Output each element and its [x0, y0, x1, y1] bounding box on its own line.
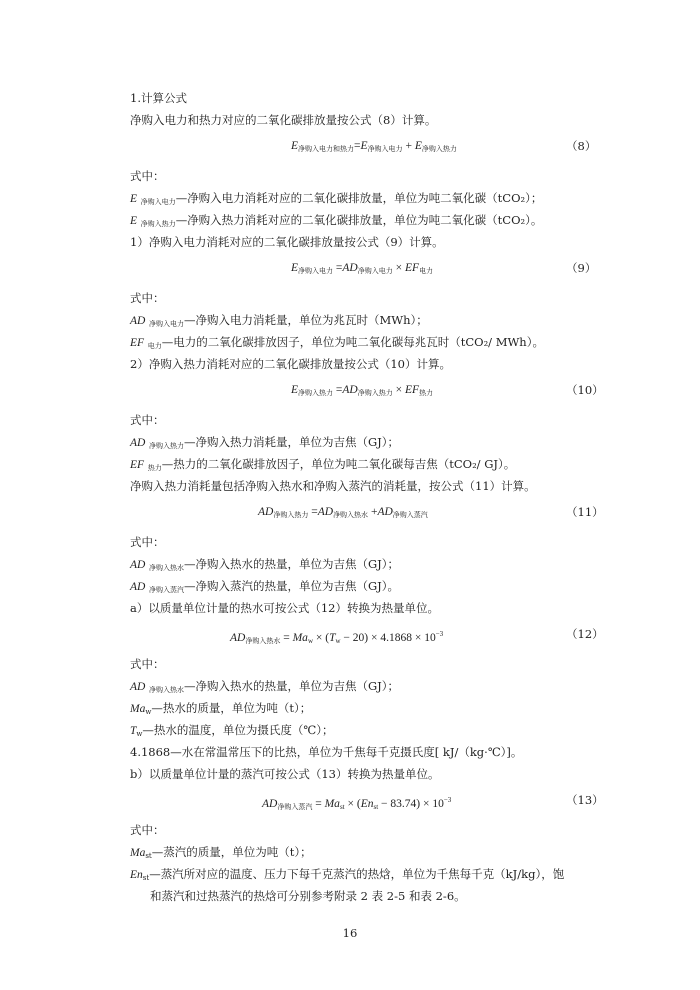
equation-8-number: （8）: [566, 139, 597, 153]
equation-13-number: （13）: [566, 793, 604, 807]
definition-e-power: E $_{净购入电力}$—净购入电力消耗对应的二氧化碳排放量，单位为吨二氧化碳（tCO₂）；: [130, 191, 543, 206]
definition-ef-power: EF $_{电力}$—电力的二氧化碳排放因子，单位为吨二氧化碳每兆瓦时（tCO₂/ MWh）。: [130, 335, 544, 350]
definition-t-w: $T_w—$热水的温度，单位为摄氏度（℃）；: [130, 723, 334, 738]
equation-10: $E_{净购入热力} =AD_{净购入热力} \times EF_{热力}$: [291, 384, 434, 397]
definition-ef-heat: EF $_{热力}$—热力的二氧化碳排放因子，单位为吨二氧化碳每吉焦（tCO₂/ GJ）。: [130, 457, 516, 472]
equation-11-number: （11）: [566, 505, 604, 519]
intro-paragraph: 净购入电力和热力对应的二氧化碳排放量按公式（8）计算。: [130, 113, 437, 127]
where-label: 式中：: [130, 291, 165, 305]
where-label: 式中：: [130, 413, 165, 427]
definition-en-st-continued: 和蒸汽和过热蒸汽的热焓可分别参考附录 2 表 2-5 和表 2-6。: [150, 889, 466, 903]
equation-12-number: （12）: [566, 627, 604, 641]
definition-en-st: $En_{st}—$蒸汽所对应的温度、压力下每千克蒸汽的热焓，单位为千焦每千克（kJ/kg），饱: [130, 867, 565, 882]
equation-12: $AD_{净购入热水} = Ma_w \times (T_w - 20) \times 4.1868 \times 10^{-3}$: [230, 630, 444, 645]
definition-ad-heat: AD $_{净购入热力}$—净购入热力消耗量，单位为吉焦（GJ）；: [130, 435, 400, 450]
equation-13: $AD_{净购入蒸汽} = Ma_{st} \times (En_{st} - 83.74) \times 10^{-3}$: [262, 796, 452, 811]
equation-9: $E_{净购入电力} =AD_{净购入电力} \times EF_{电力}$: [291, 262, 434, 275]
equation-8: $E_{净购入电力和热力}=E_{净购入电力} + E_{净购入热力}$: [291, 140, 457, 153]
equation-9-number: （9）: [566, 261, 597, 275]
definition-e-heat: E $_{净购入热力}$—净购入热力消耗对应的二氧化碳排放量，单位为吨二氧化碳（tCO₂）。: [130, 213, 543, 228]
definition-ma-w: $Ma_w—$热水的质量，单位为吨（t）；: [130, 701, 312, 716]
definition-ad-power: AD $_{净购入电力}$—净购入电力消耗量，单位为兆瓦时（MWh）；: [130, 313, 428, 328]
equation-10-number: （10）: [566, 383, 604, 397]
item-a: a）以质量单位计量的热水可按公式（12）转换为热量单位。: [130, 601, 439, 615]
where-label: 式中：: [130, 823, 165, 837]
page-number: 16: [342, 926, 358, 940]
definition-ad-water-2: AD $_{净购入热水}$—净购入热水的热量，单位为吉焦（GJ）；: [130, 679, 400, 694]
heat-consumption-paragraph: 净购入热力消耗量包括净购入热水和净购入蒸汽的消耗量，按公式（11）计算。: [130, 479, 536, 493]
definition-specific-heat: 4.1868—水在常温常压下的比热，单位为千焦每千克摄氏度[ kJ/（kg·℃）]。: [130, 745, 523, 759]
where-label: 式中：: [130, 169, 165, 183]
equation-11: $AD_{净购入热力} =AD_{净购入热水} +AD_{净购入蒸汽}$: [258, 506, 428, 519]
definition-ad-water: AD $_{净购入热水}$—净购入热水的热量，单位为吉焦（GJ）；: [130, 557, 400, 572]
definition-ad-steam: AD $_{净购入蒸汽}$—净购入蒸汽的热量，单位为吉焦（GJ）。: [130, 579, 400, 594]
item-2: 2）净购入热力消耗对应的二氧化碳排放量按公式（10）计算。: [130, 357, 451, 371]
definition-ma-st: $Ma_{st}—$蒸汽的质量，单位为吨（t）；: [130, 845, 312, 860]
item-1: 1）净购入电力消耗对应的二氧化碳排放量按公式（9）计算。: [130, 235, 444, 249]
where-label: 式中：: [130, 657, 165, 671]
where-label: 式中：: [130, 535, 165, 549]
item-b: b）以质量单位计量的蒸汽可按公式（13）转换为热量单位。: [130, 767, 440, 781]
section-heading: 1.计算公式: [130, 91, 187, 105]
